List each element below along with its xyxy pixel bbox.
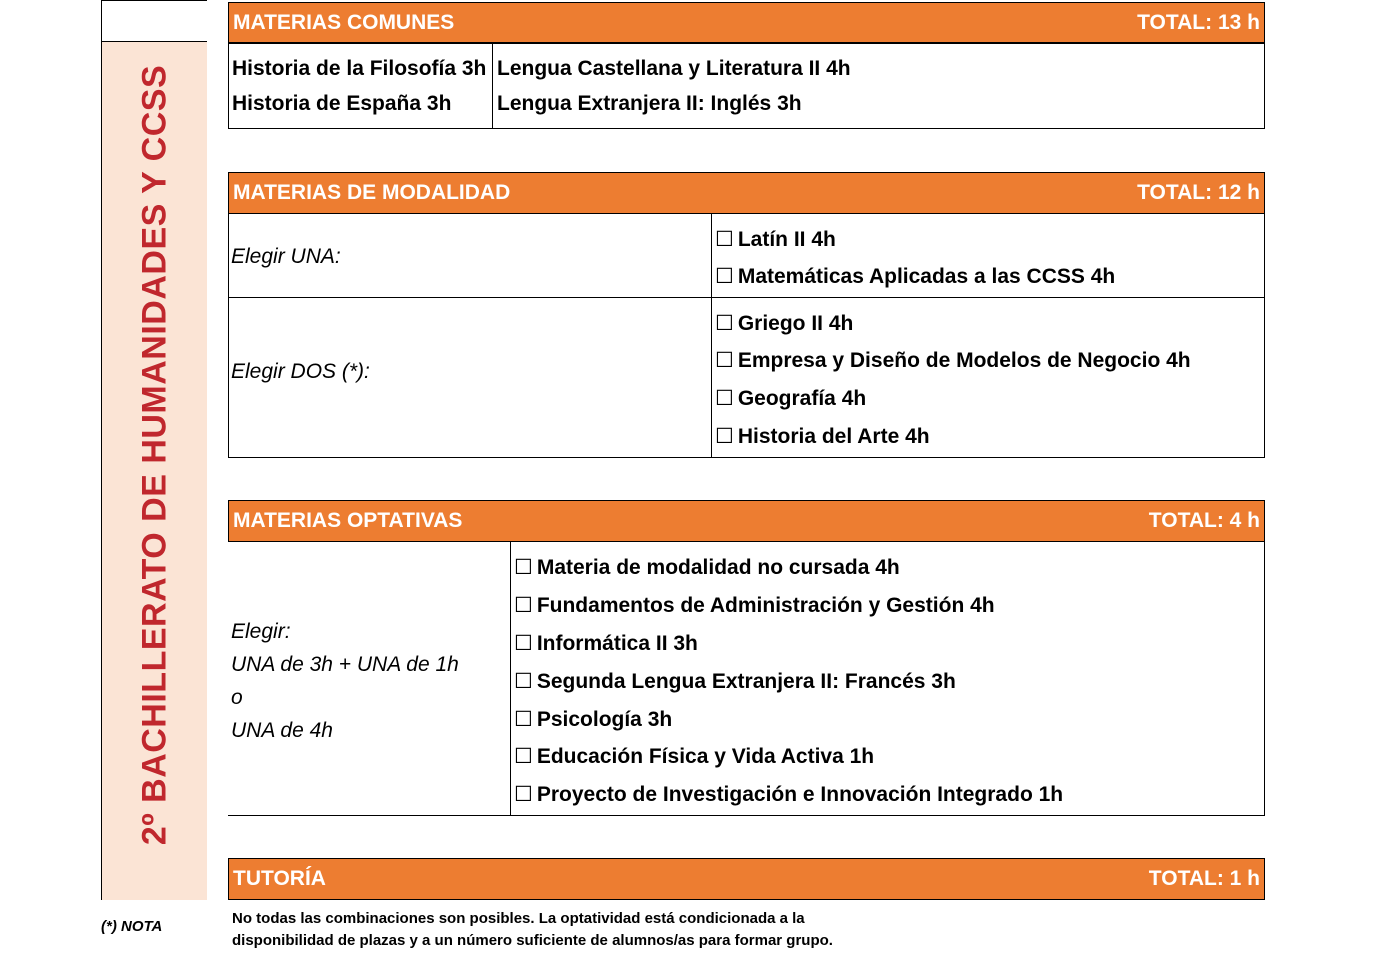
checkbox-psicologia[interactable]: ☐ Psicología 3h bbox=[514, 707, 672, 732]
note-text bbox=[232, 908, 833, 952]
checkbox-latin[interactable]: ☐ Latín II 4h bbox=[715, 227, 836, 252]
comunes-header bbox=[228, 2, 1265, 44]
checkbox-matematicas[interactable]: ☐ Matemáticas Aplicadas a las CCSS 4h bbox=[715, 264, 1115, 289]
modalidad-total: TOTAL: 12 h bbox=[1137, 181, 1260, 204]
optativas-label-1: Elegir: bbox=[231, 620, 291, 643]
comunes-total: TOTAL: 13 h bbox=[1137, 11, 1260, 34]
note-line-2: disponibilidad de plazas y a un número suficiente de alumnos/as para formar grupo. bbox=[232, 932, 833, 949]
checkbox-informatica[interactable]: ☐ Informática II 3h bbox=[514, 631, 698, 656]
checkbox-historia-arte[interactable]: ☐ Historia del Arte 4h bbox=[715, 424, 930, 449]
checkbox-fundamentos[interactable]: ☐ Fundamentos de Administración y Gestión 4h bbox=[514, 593, 995, 618]
optativas-label-3: o bbox=[231, 686, 243, 709]
optativas-label-2: UNA de 3h + UNA de 1h bbox=[231, 653, 459, 676]
comunes-left-2: Historia de España 3h bbox=[232, 92, 452, 115]
modalidad-title: MATERIAS DE MODALIDAD bbox=[233, 181, 511, 204]
note-line-1: No todas las combinaciones son posibles. La optatividad está condicionada a la bbox=[232, 910, 805, 927]
checkbox-frances[interactable]: ☐ Segunda Lengua Extranjera II: Francés 3h bbox=[514, 669, 956, 694]
checkbox-empresa[interactable]: ☐ Empresa y Diseño de Modelos de Negocio 4h bbox=[715, 348, 1191, 373]
optativas-title: MATERIAS OPTATIVAS bbox=[233, 509, 463, 532]
optativas-label-4: UNA de 4h bbox=[231, 719, 333, 742]
side-band-top bbox=[101, 0, 207, 42]
comunes-right-2: Lengua Extranjera II: Inglés 3h bbox=[497, 92, 802, 115]
checkbox-griego[interactable]: ☐ Griego II 4h bbox=[715, 311, 853, 336]
comunes-left-1: Historia de la Filosofía 3h bbox=[232, 57, 487, 80]
note-label: (*) NOTA bbox=[101, 918, 163, 935]
comunes-title: MATERIAS COMUNES bbox=[233, 11, 455, 34]
comunes-right-1: Lengua Castellana y Literatura II 4h bbox=[497, 57, 851, 80]
modalidad-header bbox=[228, 172, 1265, 214]
modalidad-dos-label: Elegir DOS (*): bbox=[231, 360, 370, 383]
checkbox-proyecto[interactable]: ☐ Proyecto de Investigación e Innovación Integrado 1h bbox=[514, 782, 1063, 807]
checkbox-geografia[interactable]: ☐ Geografía 4h bbox=[715, 386, 866, 411]
checkbox-educacion-fisica[interactable]: ☐ Educación Física y Vida Activa 1h bbox=[514, 744, 874, 769]
checkbox-materia-modalidad[interactable]: ☐ Materia de modalidad no cursada 4h bbox=[514, 555, 900, 580]
optativas-header bbox=[228, 500, 1265, 542]
tutoria-title: TUTORÍA bbox=[233, 867, 326, 890]
tutoria-total: TOTAL: 1 h bbox=[1148, 867, 1260, 890]
modalidad-una-label: Elegir UNA: bbox=[231, 245, 341, 268]
side-title: 2º BACHILLERATO DE HUMANIDADES Y CCSS bbox=[135, 64, 174, 846]
optativas-total: TOTAL: 4 h bbox=[1148, 509, 1260, 532]
tutoria-header bbox=[228, 858, 1265, 900]
